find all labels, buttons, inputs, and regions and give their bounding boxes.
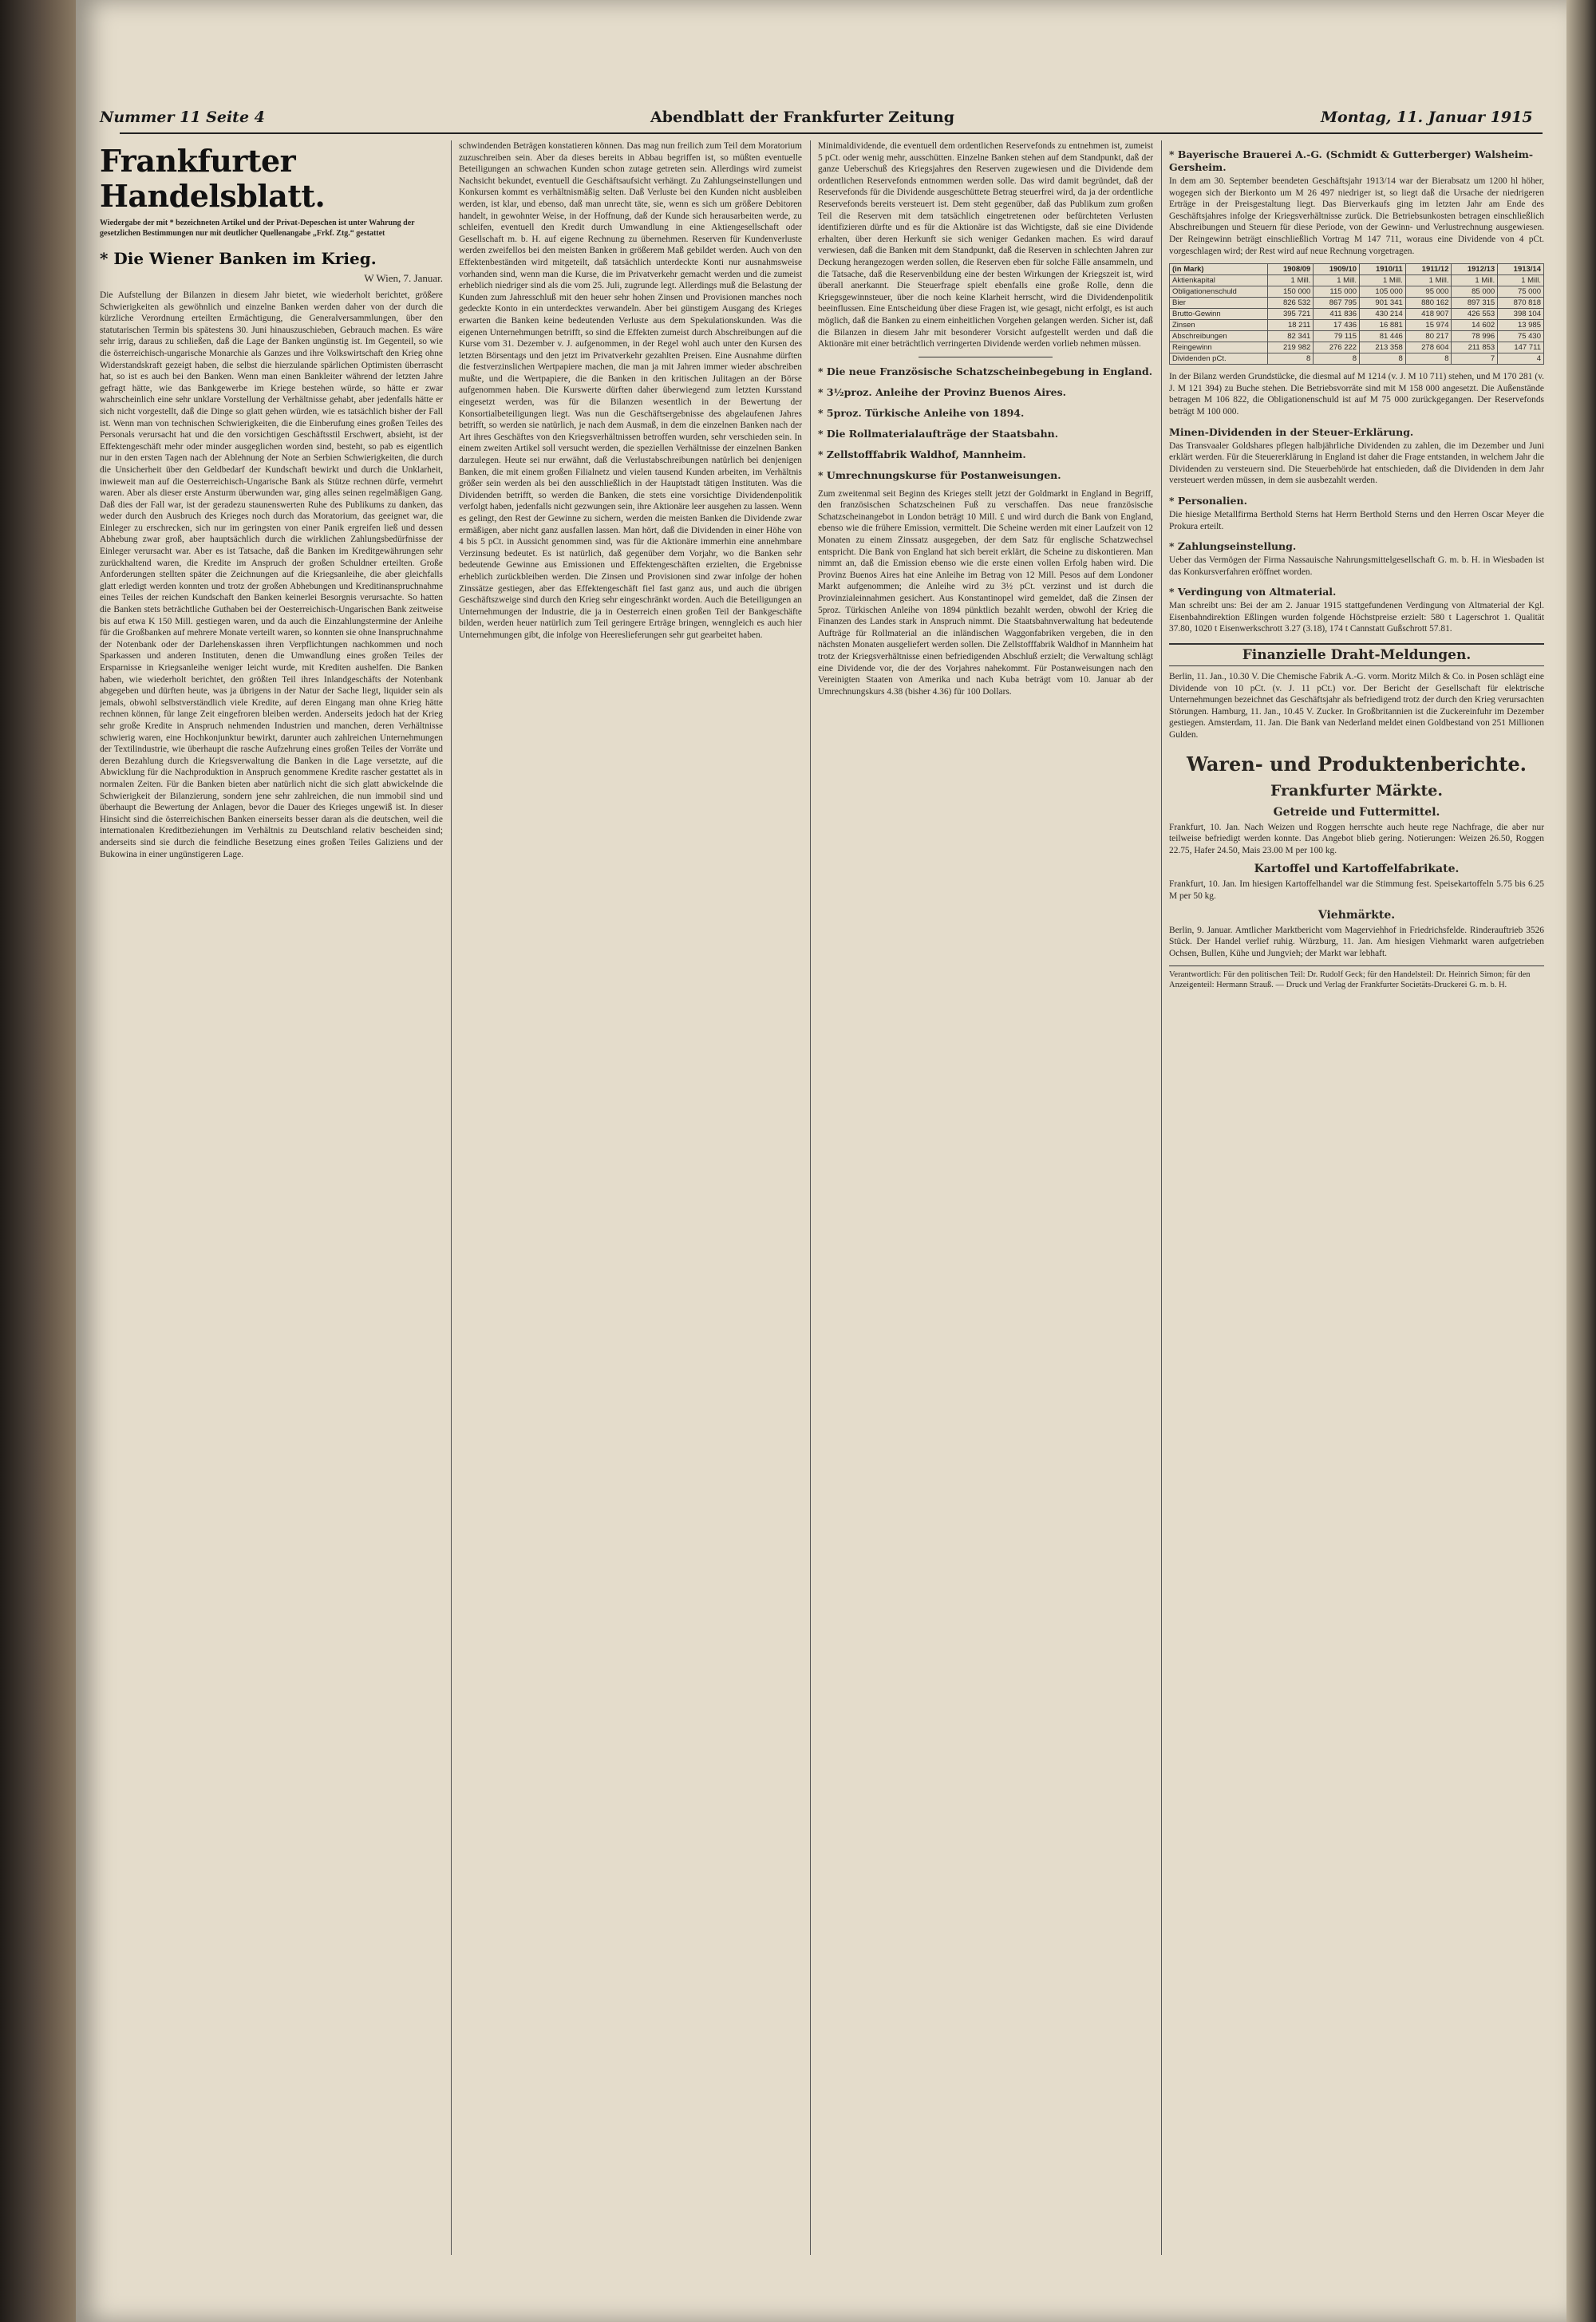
- draht-title: Finanzielle Draht-Meldungen.: [1169, 643, 1544, 666]
- brewery-table: [1169, 263, 1544, 365]
- table-cell: 1 Mill.: [1314, 275, 1360, 286]
- table-cell: 426 553: [1452, 309, 1498, 320]
- minen-text: Das Transvaaler Goldshares pflegen halbjährliche Dividenden zu zahlen, die im Dezember und Juni erklärt werden. Für die Steuererklärung in England ist daher die Frage entstanden, in welchem Jahr die Dividenden zu versteuern sind. Die Steuerbehörde hat entschieden, daß die Dividenden in dem Jahr versteuert werden müssen, in dem sie ausbezahlt werden.: [1169, 440, 1544, 486]
- news-text: Zum zweitenmal seit Beginn des Krieges stellt jetzt der Goldmarkt in England in Begriff, den französischen Schatzscheinen Fuß zu verschaffen. Das neue französische Schatzscheinangebot in London beträgt 10 Mill. £ und wird durch die Bank von England, ebenso wie die frühere Emission, vermittelt. Die Scheine werden mit einer Laufzeit von 12 Monaten zu einem Zinssatz ausgegeben, der dem Satz für englische Schatzwechsel entspricht. Die Bank von England hat sich bereit erklärt, die Scheine zu diskontieren. Man nimmt an, daß die Emission ebenso wie die erste einen vollen Erfolg haben wird. Die Provinz Buenos Aires hat eine Anleihe im Betrag von 12 Mill. Pesos auf dem Londoner Markt aufgenommen; die Anleihe wird zu 3½ pCt. verzinst und ist durch die Provinzialeinnahmen gesichert. Aus Konstantinopel wird gemeldet, daß die Zinsen der 5proz. Türkischen Anleihe von 1894 pünktlich bezahlt werden, obwohl der Krieg die Finanzen des Landes stark in Anspruch nimmt. Die Staatsbahnverwaltung hat bedeutende Aufträge für Rollmaterial an die inländischen Waggonfabriken vergeben, die in den nächsten Monaten ausgeliefert werden sollen. Die Zellstofffabrik Waldhof in Mannheim hat trotz der Kriegsverhältnisse einen befriedigenden Abschluß erzielt; die Verwaltung schlägt eine Dividende vor, die der des Vorjahres nahekommt. Für Postanweisungen nach den Vereinigten Staaten von Amerika und nach Kuba beträgt vom 10. Januar ab der Umrechnungskurs 4.38 (bisher 4.36) für 100 Dollars.: [818, 488, 1153, 697]
- table-row: [1170, 331, 1544, 342]
- news-title: * 5proz. Türkische Anleihe von 1894.: [818, 406, 1025, 419]
- table-cell: 8: [1405, 353, 1452, 365]
- news-title: * Zellstofffabrik Waldhof, Mannheim.: [818, 448, 1026, 460]
- article-text-col3: Minimaldividende, die eventuell dem ordentlichen Reservefonds zu entnehmen ist, zumeist 5 pCt. oder wenig mehr, ausschütten. Einzelne Banken stehen auf dem Standpunkt, daß der ganze Ueberschuß des Kriegsjahres den Reserven zugewiesen und die Dividende dem ordentlichen Reservefonds entnommen werden solle. Das wird damit begründet, daß der Reservefonds für die Dividende ausgeschüttete Betrag steuerfrei wird, da ja der ordentliche Reservefonds bereits versteuert ist. Dem steht gegenüber, daß das Publikum zum großen Teil die Reserven mit dem tatsächlich eingetretenen oder befürchteten Verlusten identifizieren dürfte und es für die Aktionäre ist das Wichtigste, daß sie eine Dividende erhalten, über deren Herkunft sie sich weniger Gedanken machen. Es wird darauf verwiesen, daß die Banken mit dem Standpunkt, daß die Reserven in schlechten Jahren zur Deckung herangezogen werden sollen, die Reserven eben für solche Fälle ansammeln, und die Tatsache, daß die Reservenbildung eine der besten Wirkungen der Kriegszeit ist, wird überall anerkannt. Die Steuerfrage spielt ebenfalls eine große Rolle, denn die Kriegsgewinnsteuer, über die noch keine Klarheit herrscht, wird die Dividendenpolitik beeinflussen. Eine Entscheidung über diese Fragen ist, wie gesagt, nicht erfolgt, es ist auch möglich, daß die Banken zu einem einheitlichen Vorgehen gelangen werden. Sicher ist, daß die Bilanzen in diesem Jahr mit besonderer Vorsicht aufgestellt werden und daß die Aktionäre mit einer beträchtlich verringerten Dividende werden vorlieb nehmen müssen.: [818, 141, 1153, 349]
- table-header: 1911/12: [1405, 264, 1452, 275]
- table-row: [1170, 309, 1544, 320]
- personalien-text: Die hiesige Metallfirma Berthold Sterns hat Herrn Berthold Sterns und den Herren Oscar Meyer die Prokura erteilt.: [1169, 509, 1544, 531]
- table-cell: Brutto-Gewinn: [1170, 309, 1268, 320]
- getreide-title: Getreide und Futtermittel.: [1273, 805, 1440, 819]
- table-cell: Aktienkapital: [1170, 275, 1268, 286]
- table-row: [1170, 275, 1544, 286]
- header-center: Abendblatt der Frankfurter Zeitung: [650, 109, 955, 126]
- table-cell: 867 795: [1314, 298, 1360, 309]
- news-title: * Die Rollmaterialaufträge der Staatsbahn.: [818, 427, 1059, 440]
- table-cell: 81 446: [1360, 331, 1406, 342]
- table-cell: Obligationenschuld: [1170, 286, 1268, 298]
- table-cell: 880 162: [1405, 298, 1452, 309]
- news-title: * Umrechnungskurse für Postanweisungen.: [818, 468, 1061, 481]
- table-cell: 430 214: [1360, 309, 1406, 320]
- kartoffel-text: Frankfurt, 10. Jan. Im hiesigen Kartoffelhandel war die Stimmung fest. Speisekartoffeln 5.75 bis 6.25 M per 50 kg.: [1169, 879, 1544, 901]
- article-title: * Die Wiener Banken im Krieg.: [100, 249, 377, 268]
- table-cell: 95 000: [1405, 286, 1452, 298]
- article-text-col2: schwindenden Beträgen konstatieren können. Das mag nun freilich zum Teil dem Moratorium zuzuschreiben sein. Aber da dieses bereits in Abbau begriffen ist, so müßten eventuelle Beteiligungen an schwachen Kunden schon zutage getreten sein. Allerdings wird zumeist Nachsicht bekundet, eventuell die Geschäftsaufsicht verhängt. Zu Zahlungseinstellungen und Konkursen kommt es verhältnismäßig selten. Daß Verluste bei den Kunden nicht ausbleiben werden, ist klar, und ebenso, daß man unrecht täte, sie, wenn es sich um größere Debitoren handelt, in gewohnter Weise, in der Hoffnung, daß der Kunde sich herausarbeiten werde, zu schleifen, eventuell den Kredit durch Umwandlung in eine Aktiengesellschaft oder Gesellschaft m. b. H. auf eigene Rechnung zu übernehmen. Reserven für Kundenverluste werden zweifellos bei den meisten Banken in größerem Maß gebildet werden. Auch von den Effektenbeständen wird mitgeteilt, daß tatsächlich unterdeckte Konti nur ausnahmsweise vorhanden sind, wenn man die Kurse, die im Privatverkehr gemacht werden und die zumeist erheblich niedriger sind als die vom 25. Juli, zugrunde legt. Allerdings muß die Belastung der Kunden zum Jahresschluß mit den heuer sehr hohen Zinsen und Provisionen manches noch gedeckte Konto in ein unterdecktes verwandeln. Aber bei günstigem Ausgang des Krieges erwarten die Banken keine bedeutenden Verluste aus dem Spekulationskunden. Was die eigenen Unternehmungen betrifft, so sind die Effekten zumeist durch Abschreibungen auf die Kurse vom 31. Dezember v. J. aufgenommen, in der Regel wohl auch unter den Kursen des letzten Börsentags und den jetzt im Privatverkehr gezahlten Preisen. Eine Ausnahme dürften die festverzinslichen Wertpapiere machen, die man ja mit Jahren immer wieder abschreiben mußte, und die Wertpapiere, die die Banken in den kritischen Julitagen an der Börse aufgenommen haben. Die Kurswerte dürften daher überwiegend zum letzten Kursstand eingesetzt werden, was für die Bilanzen wesentlich in der Bewertung der Konsortialbeteiligungen liegt. Was nun die Geschäftsergebnisse des abgelaufenen Jahres betrifft, so werden sie natürlich, je nach dem Ausmaß, in dem die einzelnen Banken nach der Art ihres Geschäftes von den Kriegsverhältnissen betroffen wurden, sehr verschieden sein. In einem zweiten Artikel soll versucht werden, die speziellen Verhältnisse der einzelnen Banken darzulegen. Heute sei nur erwähnt, daß die Verlustabschreibungen natürlich bei denjenigen Banken, die mit einem großen Filialnetz und vielen tausend Kunden arbeiten, im Verhältnis größer sein werden als bei den ausschließlich in der Hauptstadt tätigen Instituten. Was die Dividenden betrifft, so werden die Banken, die stets eine vorsichtige Dividendenpolitik verfolgt haben, jedenfalls nicht gezwungen sein, ihre Aktionäre leer ausgehen zu lassen. Wenn es gelingt, den Rest der Gewinne zu sichern, werden die meisten Banken die Dividende zwar ermäßigen, aber nicht ganz ausfallen lassen. Man hört, daß die Dividenden in einer Höhe von 4 bis 5 pCt. in Aussicht genommen sind, was für die Aktionäre immerhin eine annehmbare Verzinsung bedeutet. Es ist natürlich, daß gegenüber dem Vorjahr, wo die Banken sehr bedeutende Gewinne aus Emissionen und Effektengeschäften erzielten, die Ergebnisse erheblich zurückbleiben werden. Die Zinsen und Provisionen sind zwar infolge der hohen Zinssätze gestiegen, aber das Effektengeschäft fiel fast ganz aus, und auch die übrigen Geschäftszweige sind durch den Krieg sehr eingeschränkt worden. Auch die Beteiligungen an Unternehmungen der Industrie, die ja in Oesterreich einen großen Teil der Bankgeschäfte bilden, werden heuer natürlich zum Teil geringere Erträge bringen, wenngleich es auch hier Unternehmungen gibt, die infolge von Heereslieferungen sehr gut gearbeitet haben.: [459, 141, 802, 640]
- page-edge: [1566, 0, 1596, 2322]
- brewery-text: In dem am 30. September beendeten Geschäftsjahr 1913/14 war der Bierabsatz um 1200 hl höher, wogegen sich der Bierkonto um M 26 497 niedriger ist, so liegt daß die Ursache der niedrigeren Erträge in der Preisgestaltung liegt. Das Bierverkaufs ging im letzten Jahr am Ende des Geschäftsjahres infolge der Kriegsverhältnisse zurück. Die Betriebsunkosten betragen einschließlich Abschreibungen und Steuern für diese Periode, von der Gewinn- und Verlustrechnung ausgewiesen. Der Reingewinn beträgt einschließlich Vortrag M 147 711, woraus eine Dividende von 4 pCt. vorgeschlagen wird; der Rest wird auf neue Rechnung vorgetragen.: [1169, 176, 1544, 256]
- table-cell: 213 358: [1360, 342, 1406, 353]
- header-left: Nummer 11 Seite 4: [100, 109, 265, 126]
- table-row: [1170, 353, 1544, 365]
- table-header: 1912/13: [1452, 264, 1498, 275]
- table-cell: 398 104: [1498, 309, 1544, 320]
- table-cell: 82 341: [1267, 331, 1314, 342]
- table-row: [1170, 342, 1544, 353]
- table-cell: 1 Mill.: [1267, 275, 1314, 286]
- table-cell: 105 000: [1360, 286, 1406, 298]
- table-cell: 1 Mill.: [1452, 275, 1498, 286]
- table-cell: 278 604: [1405, 342, 1452, 353]
- book-binding: [0, 0, 76, 2322]
- table-cell: 147 711: [1498, 342, 1544, 353]
- table-cell: 211 853: [1452, 342, 1498, 353]
- table-cell: 18 211: [1267, 320, 1314, 331]
- maerkte-title: Frankfurter Märkte.: [1270, 781, 1443, 800]
- column-3: [818, 140, 1153, 2255]
- table-cell: 75 000: [1498, 286, 1544, 298]
- article-text-col1: Die Aufstellung der Bilanzen in diesem Jahr bietet, wie wiederholt berichtet, größere Schwierigkeiten als gewöhnlich und einzelne Banken werden daher von der durch die kürzliche Verordnung erteilten Ermächtigung, die Generalversammlungen, über den statutarischen Termin bis spätestens 30. Juni hinauszuschieben, Gebrauch machen. Es wäre sehr irrig, daraus zu schließen, daß die Lage der Banken ungünstig ist. Im Gegenteil, so wie die österreichisch-ungarische Monarchie als Ganzes und ihre Volkswirtschaft den Krieg ohne Widerstandskraft gezeigt haben, die selbst die hierzulande spärlichen Optimisten überrascht hat, so ist es auch bei den Banken. Wenn man einen Bankleiter während der letzten Jahre gefragt hätte, wie das Bankgewerbe im Kriege bestehen würde, so hätte er zwar wahrscheinlich eine sehr unklare Vorstellung der Verhältnisse gehabt, aber jedenfalls hätte er sich nicht vorgestellt, daß die Dinge so glatt gehen würden, wie es tatsächlich bisher der Fall ist. Wenn man von technischen Schwierigkeiten, die die Einberufung eines großen Teiles des Personals verursacht hat und die den vorsichtigen Geschäftsstil Erschwert, absieht, ist der Effektengeschäft mehr oder minder ausgeglichen worden sind, besteht, so pab es eigentlich nur in den ersten Tagen nach der Ablehnung der Note an Serbien Schwierigkeiten, die durch die Unsicherheit über den Geldbedarf der Kundschaft bewirkt und durch die Unklarheit, inwieweit man auf die Oesterreichisch-Ungarische Bank als Stütze rechnen dürfe, vermehrt waren. Aber als dieser erste Ansturm überwunden war, ging alles seinen regelmäßigen Gang. Daß dies der Fall war, ist der geradezu staunenswerten Ruhe des Publikums zu danken, das weder durch den Ausbruch des Krieges noch durch das Moratorium, das geeignet war, die Einleger zu erschrecken, sich nur im geringsten von einer Panik ergreifen ließ und dessen Abhebung zwar groß, aber hauptsächlich durch die wirklichen Zahlungsbedürfnisse der Einleger verursacht war. Aber es ist Tatsache, daß die Banken im Kreditgewährungen sehr zurückhaltend waren, die Kredite im Anspruch der großen Schuldner erteilten. Große Anforderungen stellten später die Zeichnungen auf die Kriegsanleihe, die aber gleichfalls glatt erledigt werden konnten und trotz der großen Abhebungen und Kreditinanspruchnahme eines Teiles der reichen Kundschaft den Banken keinerlei Besorgnis verursachte. So hatten die Banken stets beträchtliche Guthaben bei der Oesterreichisch-Ungarischen Bank zeitweise bis auf etwa K 150 Mill. gestiegen waren, und da auch die Einzahlungstermine der Anleihe für die Großbanken auf mehrere Monate verteilt waren, so konnten sie ohne Inanspruchnahme der Notenbank oder der Darlehenskassen ihren Verpflichtungen nachkommen und noch Sparkassen und anderen Instituten, denen die Umwandlung eines großen Teiles der Ersparnisse in Kriegsanleihe weniger leicht wurde, mit Krediten aushelfen. Die Banken haben, wie wiederholt berichtet, den größten Teil ihres Inlandgeschäfts der Notenbank abgegeben und dürften heute, was ja übrigens in der Natur der Sache liegt, liquider sein als jemals, obwohl selbstverständlich viele Kredite, auf deren Eingang man ohne Krieg hätte rechnen können, für lange Zeit eingefroren bleiben werden. Anderseits jedoch hat der Krieg sehr große Kredite in Anspruch nehmenden Industrien und manchen, deren Verhältnisse schwierig waren, eine Hochkonjunktur bewirkt, darunter auch zahlreichen Unternehmungen der Textilindustrie, wie überhaupt die rasche Aufzehrung eines großen Teiles der Vorräte und deren Bezahlung durch die Kriegsverwaltung die Banken in die Lage versetzte, auf die Abwicklung für die Nachproduktion in Anspruch genommene Kredite rascher gestattet als in normalen Zeiten. Für die Banken bieten aber natürlich nicht die sich glatt abwickelnde die Schwierigkeit der Bilanzierung, sondern jene sehr zahlreichen, die nun immobil sind und überhaupt die Bewertung der Anlagen, bevor die Dauer des Krieges ungewiß ist. In dieser Hinsicht sind die österreichischen Banken einerseits besser daran als die deutschen, weil die internationalen Kreditbeziehungen im Verhältnis zu Deutschland relativ bescheiden sind; anderseits sind sie durch die feindliche Besetzung eines großen Teiles Galiziens und der Bukowina in einer ungünstigeren Lage.: [100, 290, 443, 859]
- table-cell: 897 315: [1452, 298, 1498, 309]
- table-header: (in Mark): [1170, 264, 1268, 275]
- news-title: * Die neue Französische Schatzscheinbegebung in England.: [818, 365, 1153, 377]
- table-cell: Dividenden pCt.: [1170, 353, 1268, 365]
- table-header: 1909/10: [1314, 264, 1360, 275]
- table-cell: 79 115: [1314, 331, 1360, 342]
- column-rule: [1161, 140, 1162, 2255]
- table-cell: 4: [1498, 353, 1544, 365]
- table-cell: 115 000: [1314, 286, 1360, 298]
- table-cell: 15 974: [1405, 320, 1452, 331]
- table-header: 1908/09: [1267, 264, 1314, 275]
- table-cell: 418 907: [1405, 309, 1452, 320]
- imprint: Verantwortlich: Für den politischen Teil: Dr. Rudolf Geck; für den Handelsteil: Dr. Heinrich Simon; für den Anzeigenteil: Hermann Strauß. — Druck und Verlag der Frankfurter Societäts-Druckerei G. m. b. H.: [1169, 966, 1544, 990]
- table-cell: 78 996: [1452, 331, 1498, 342]
- table-row: [1170, 298, 1544, 309]
- table-cell: 1 Mill.: [1498, 275, 1544, 286]
- table-cell: 411 836: [1314, 309, 1360, 320]
- table-cell: 276 222: [1314, 342, 1360, 353]
- column-1: [100, 140, 443, 2255]
- column-rule: [451, 140, 452, 2255]
- table-row: [1170, 320, 1544, 331]
- table-cell: 1 Mill.: [1360, 275, 1406, 286]
- table-cell: Reingewinn: [1170, 342, 1268, 353]
- table-cell: 901 341: [1360, 298, 1406, 309]
- vieh-title: Viehmärkte.: [1317, 908, 1396, 922]
- zahlung-text: Ueber das Vermögen der Firma Nassauische Nahrungsmittelgesellschaft G. m. b. H. in Wiesbaden ist das Konkursverfahren eröffnet worden.: [1169, 555, 1544, 577]
- table-cell: 16 881: [1360, 320, 1406, 331]
- table-cell: 85 000: [1452, 286, 1498, 298]
- newspaper-page: [76, 0, 1566, 2322]
- table-cell: 150 000: [1267, 286, 1314, 298]
- header-right: Montag, 11. Januar 1915: [1321, 109, 1533, 126]
- column-4: [1169, 140, 1544, 2255]
- table-cell: 1 Mill.: [1405, 275, 1452, 286]
- verdingung-title: * Verdingung von Altmaterial.: [1169, 586, 1337, 598]
- personalien-title: * Personalien.: [1169, 494, 1247, 507]
- zahlung-title: * Zahlungseinstellung.: [1169, 540, 1297, 553]
- brewery-text-2: In der Bilanz werden Grundstücke, die diesmal auf M 1214 (v. J. M 10 711) stehen, und M 170 281 (v. J. M 121 394) zu Buche stehen. Die Betriebsvorräte sind mit M 158 000 angesetzt. Die Außenstände betragen M 106 822, die Obligationenschuld ist auf M 75 000 zurückgegangen. Der Reservefonds beträgt M 100 000.: [1169, 372, 1544, 417]
- table-cell: 75 430: [1498, 331, 1544, 342]
- minen-title: Minen-Dividenden in der Steuer-Erklärung.: [1169, 425, 1414, 438]
- table-cell: 8: [1267, 353, 1314, 365]
- vieh-text: Berlin, 9. Januar. Amtlicher Marktbericht vom Magerviehhof in Friedrichsfelde. Rinderauftrieb 3526 Stück. Der Handel verlief ruhig. Würzburg, 11. Jan. Am hiesigen Viehmarkt waren aufgetrieben Ochsen, Bullen, Kühe und Jungvieh; der Markt war lebhaft.: [1169, 925, 1544, 958]
- table-cell: 395 721: [1267, 309, 1314, 320]
- brewery-title: * Bayerische Brauerei A.-G. (Schmidt & Gutterberger) Walsheim-Gersheim.: [1169, 148, 1534, 173]
- table-cell: 80 217: [1405, 331, 1452, 342]
- table-header: 1910/11: [1360, 264, 1406, 275]
- waren-title: Waren- und Produktenberichte.: [1186, 752, 1527, 776]
- table-row: [1170, 286, 1544, 298]
- kartoffel-title: Kartoffel und Kartoffelfabrikate.: [1254, 863, 1460, 876]
- column-rule: [810, 140, 811, 2255]
- table-cell: 7: [1452, 353, 1498, 365]
- table-cell: Bier: [1170, 298, 1268, 309]
- table-cell: 17 436: [1314, 320, 1360, 331]
- table-cell: 219 982: [1267, 342, 1314, 353]
- table-cell: Zinsen: [1170, 320, 1268, 331]
- reproduction-note: Wiedergabe der mit * bezeichneten Artikel und der Privat-Depeschen ist unter Wahrung der gesetzlichen Bestimmungen nur mit deutlicher Quellenangabe „Frkf. Ztg.“ gestattet: [100, 219, 415, 238]
- table-cell: 8: [1314, 353, 1360, 365]
- table-cell: 14 602: [1452, 320, 1498, 331]
- getreide-text: Frankfurt, 10. Jan. Nach Weizen und Roggen herrschte auch heute rege Nachfrage, die aber nur teilweise befriedigt werden konnte. Das Angebot blieb gering. Notierungen: Weizen 26.50, Roggen 22.75, Hafer 24.50, Mais 23.00 M per 100 kg.: [1169, 822, 1544, 855]
- column-2: [459, 140, 802, 2255]
- verdingung-text: Man schreibt uns: Bei der am 2. Januar 1915 stattgefundenen Verdingung von Altmaterial der Kgl. Eisenbahndirektion Eßlingen wurden folgende Höchstpreise erzielt: 580 t Lagerschrot 1. Qualität 37.80, 1020 t Eisenwerkschrott 3.27 (3.18), 174 t Cannstatt Gußschrott 57.81.: [1169, 601, 1544, 634]
- table-cell: 8: [1360, 353, 1406, 365]
- table-cell: 870 818: [1498, 298, 1544, 309]
- table-cell: Abschreibungen: [1170, 331, 1268, 342]
- news-title: * 3½proz. Anleihe der Provinz Buenos Aires.: [818, 385, 1067, 398]
- section-title: Frankfurter Handelsblatt.: [100, 143, 326, 214]
- table-header: 1913/14: [1498, 264, 1544, 275]
- draht-text: Berlin, 11. Jan., 10.30 V. Die Chemische Fabrik A.-G. vorm. Moritz Milch & Co. in Posen schlägt eine Dividende von 10 pCt. (v. J. 11 pCt.) vor. Der Bericht der Gesellschaft für elektrische Unternehmungen bezeichnet das Geschäftsjahr als befriedigend trotz der durch den Krieg verursachten Störungen. Hamburg, 11. Jan., 10.45 V. Zucker. In Großbritannien ist die Zuckereinfuhr im Dezember gestiegen. Amsterdam, 11. Jan. Die Bank van Nederland meldet einen Goldbestand von 251 Millionen Gulden.: [1169, 672, 1544, 740]
- table-cell: 826 532: [1267, 298, 1314, 309]
- article-dateline: W Wien, 7. Januar.: [364, 272, 443, 284]
- header-rule: [120, 132, 1543, 134]
- table-cell: 13 985: [1498, 320, 1544, 331]
